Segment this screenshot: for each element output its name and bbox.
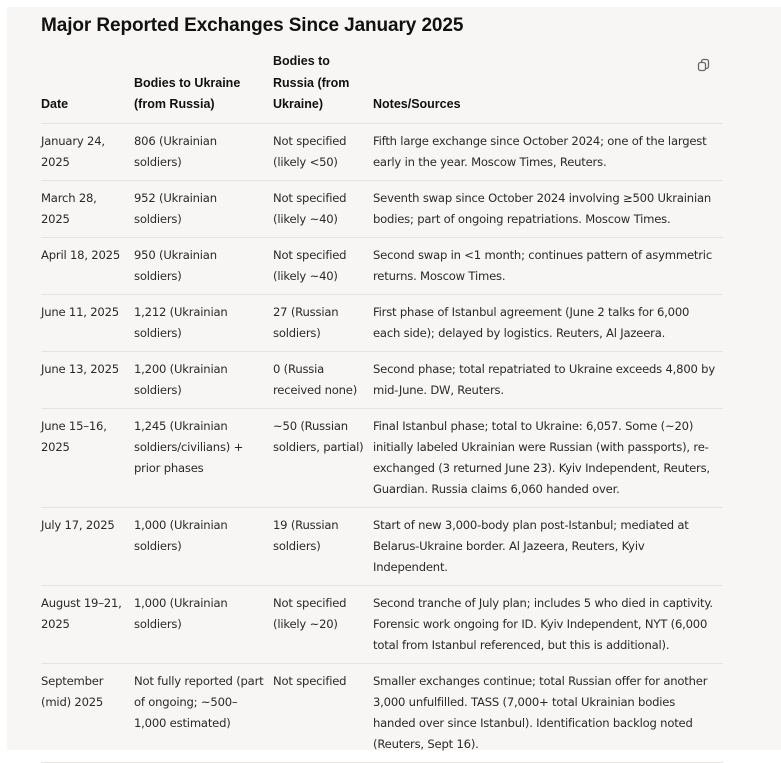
cell-bodies-to-russia: ~50 (Russian soldiers, partial)	[273, 408, 373, 507]
table-row	[41, 585, 723, 663]
cell-bodies-to-russia: Not specified (likely <50)	[273, 123, 373, 180]
header-bodies-to-russia: Bodies to Russia (from Ukraine)	[273, 51, 373, 123]
table-row	[41, 294, 723, 351]
cell-notes: Smaller exchanges continue; total Russian offer for another 3,000 unfulfilled. TASS (7,000+ total Ukrainian bodies handed over since Istanbul). Identification backlog noted (Reuters, Sept 16).	[373, 663, 723, 762]
cell-date: April 18, 2025	[41, 237, 134, 294]
cell-bodies-to-ukraine: 952 (Ukrainian soldiers)	[134, 180, 273, 237]
cell-bodies-to-ukraine: 1,212 (Ukrainian soldiers)	[134, 294, 273, 351]
header-notes-sources: Notes/Sources	[373, 51, 723, 123]
cell-notes: First phase of Istanbul agreement (June 2 talks for 6,000 each side); delayed by logistics. Reuters, Al Jazeera.	[373, 294, 723, 351]
table-row	[41, 351, 723, 408]
table-row	[41, 237, 723, 294]
cell-bodies-to-russia: Not specified (likely ~40)	[273, 237, 373, 294]
cell-bodies-to-russia: Not specified (likely ~20)	[273, 585, 373, 663]
cell-bodies-to-russia: 19 (Russian soldiers)	[273, 507, 373, 585]
cell-bodies-to-ukraine: 1,245 (Ukrainian soldiers/civilians) + prior phases	[134, 408, 273, 507]
cell-date: January 24, 2025	[41, 123, 134, 180]
cell-bodies-to-ukraine: 950 (Ukrainian soldiers)	[134, 237, 273, 294]
cell-date: July 17, 2025	[41, 507, 134, 585]
table-row	[41, 408, 723, 507]
section-title: Major Reported Exchanges Since January 2025	[41, 15, 464, 36]
cell-date: June 15–16, 2025	[41, 408, 134, 507]
cell-bodies-to-ukraine: 806 (Ukrainian soldiers)	[134, 123, 273, 180]
cell-notes: Fifth large exchange since October 2024; one of the largest early in the year. Moscow Times, Reuters.	[373, 123, 723, 180]
table-row	[41, 180, 723, 237]
header-date: Date	[41, 51, 134, 123]
content-panel	[7, 7, 781, 750]
cell-bodies-to-russia: Not specified	[273, 663, 373, 762]
cell-notes: Seventh swap since October 2024 involving ≥500 Ukrainian bodies; part of ongoing repatriations. Moscow Times.	[373, 180, 723, 237]
cell-notes: Start of new 3,000-body plan post-Istanbul; mediated at Belarus-Ukraine border. Al Jazeera, Reuters, Kyiv Independent.	[373, 507, 723, 585]
cell-bodies-to-russia: Not specified (likely ~40)	[273, 180, 373, 237]
cell-date: September (mid) 2025	[41, 663, 134, 762]
cell-bodies-to-ukraine: 1,200 (Ukrainian soldiers)	[134, 351, 273, 408]
table-row	[41, 123, 723, 180]
cell-date: June 13, 2025	[41, 351, 134, 408]
table-row	[41, 507, 723, 585]
cell-bodies-to-ukraine: 1,000 (Ukrainian soldiers)	[134, 585, 273, 663]
cell-notes: Final Istanbul phase; total to Ukraine: 6,057. Some (~20) initially labeled Ukrainian were Russian (with passports), re-exchanged (3 returned June 23). Kyiv Independent, Reuters, Guardian. Russia claims 6,060 handed over.	[373, 408, 723, 507]
cell-date: June 11, 2025	[41, 294, 134, 351]
header-bodies-to-ukraine: Bodies to Ukraine (from Russia)	[134, 51, 273, 123]
cell-notes: Second swap in <1 month; continues pattern of asymmetric returns. Moscow Times.	[373, 237, 723, 294]
table-row	[41, 663, 723, 762]
cell-date: March 28, 2025	[41, 180, 134, 237]
exchanges-table	[41, 51, 723, 763]
cell-notes: Second phase; total repatriated to Ukraine exceeds 4,800 by mid-June. DW, Reuters.	[373, 351, 723, 408]
cell-bodies-to-russia: 0 (Russia received none)	[273, 351, 373, 408]
cell-notes: Second tranche of July plan; includes 5 who died in captivity. Forensic work ongoing for ID. Kyiv Independent, NYT (6,000 total from Istanbul referenced, but this is additional).	[373, 585, 723, 663]
cell-bodies-to-russia: 27 (Russian soldiers)	[273, 294, 373, 351]
cell-bodies-to-ukraine: Not fully reported (part of ongoing; ~500–1,000 estimated)	[134, 663, 273, 762]
cell-date: August 19–21, 2025	[41, 585, 134, 663]
cell-bodies-to-ukraine: 1,000 (Ukrainian soldiers)	[134, 507, 273, 585]
table-header-row	[41, 51, 723, 123]
